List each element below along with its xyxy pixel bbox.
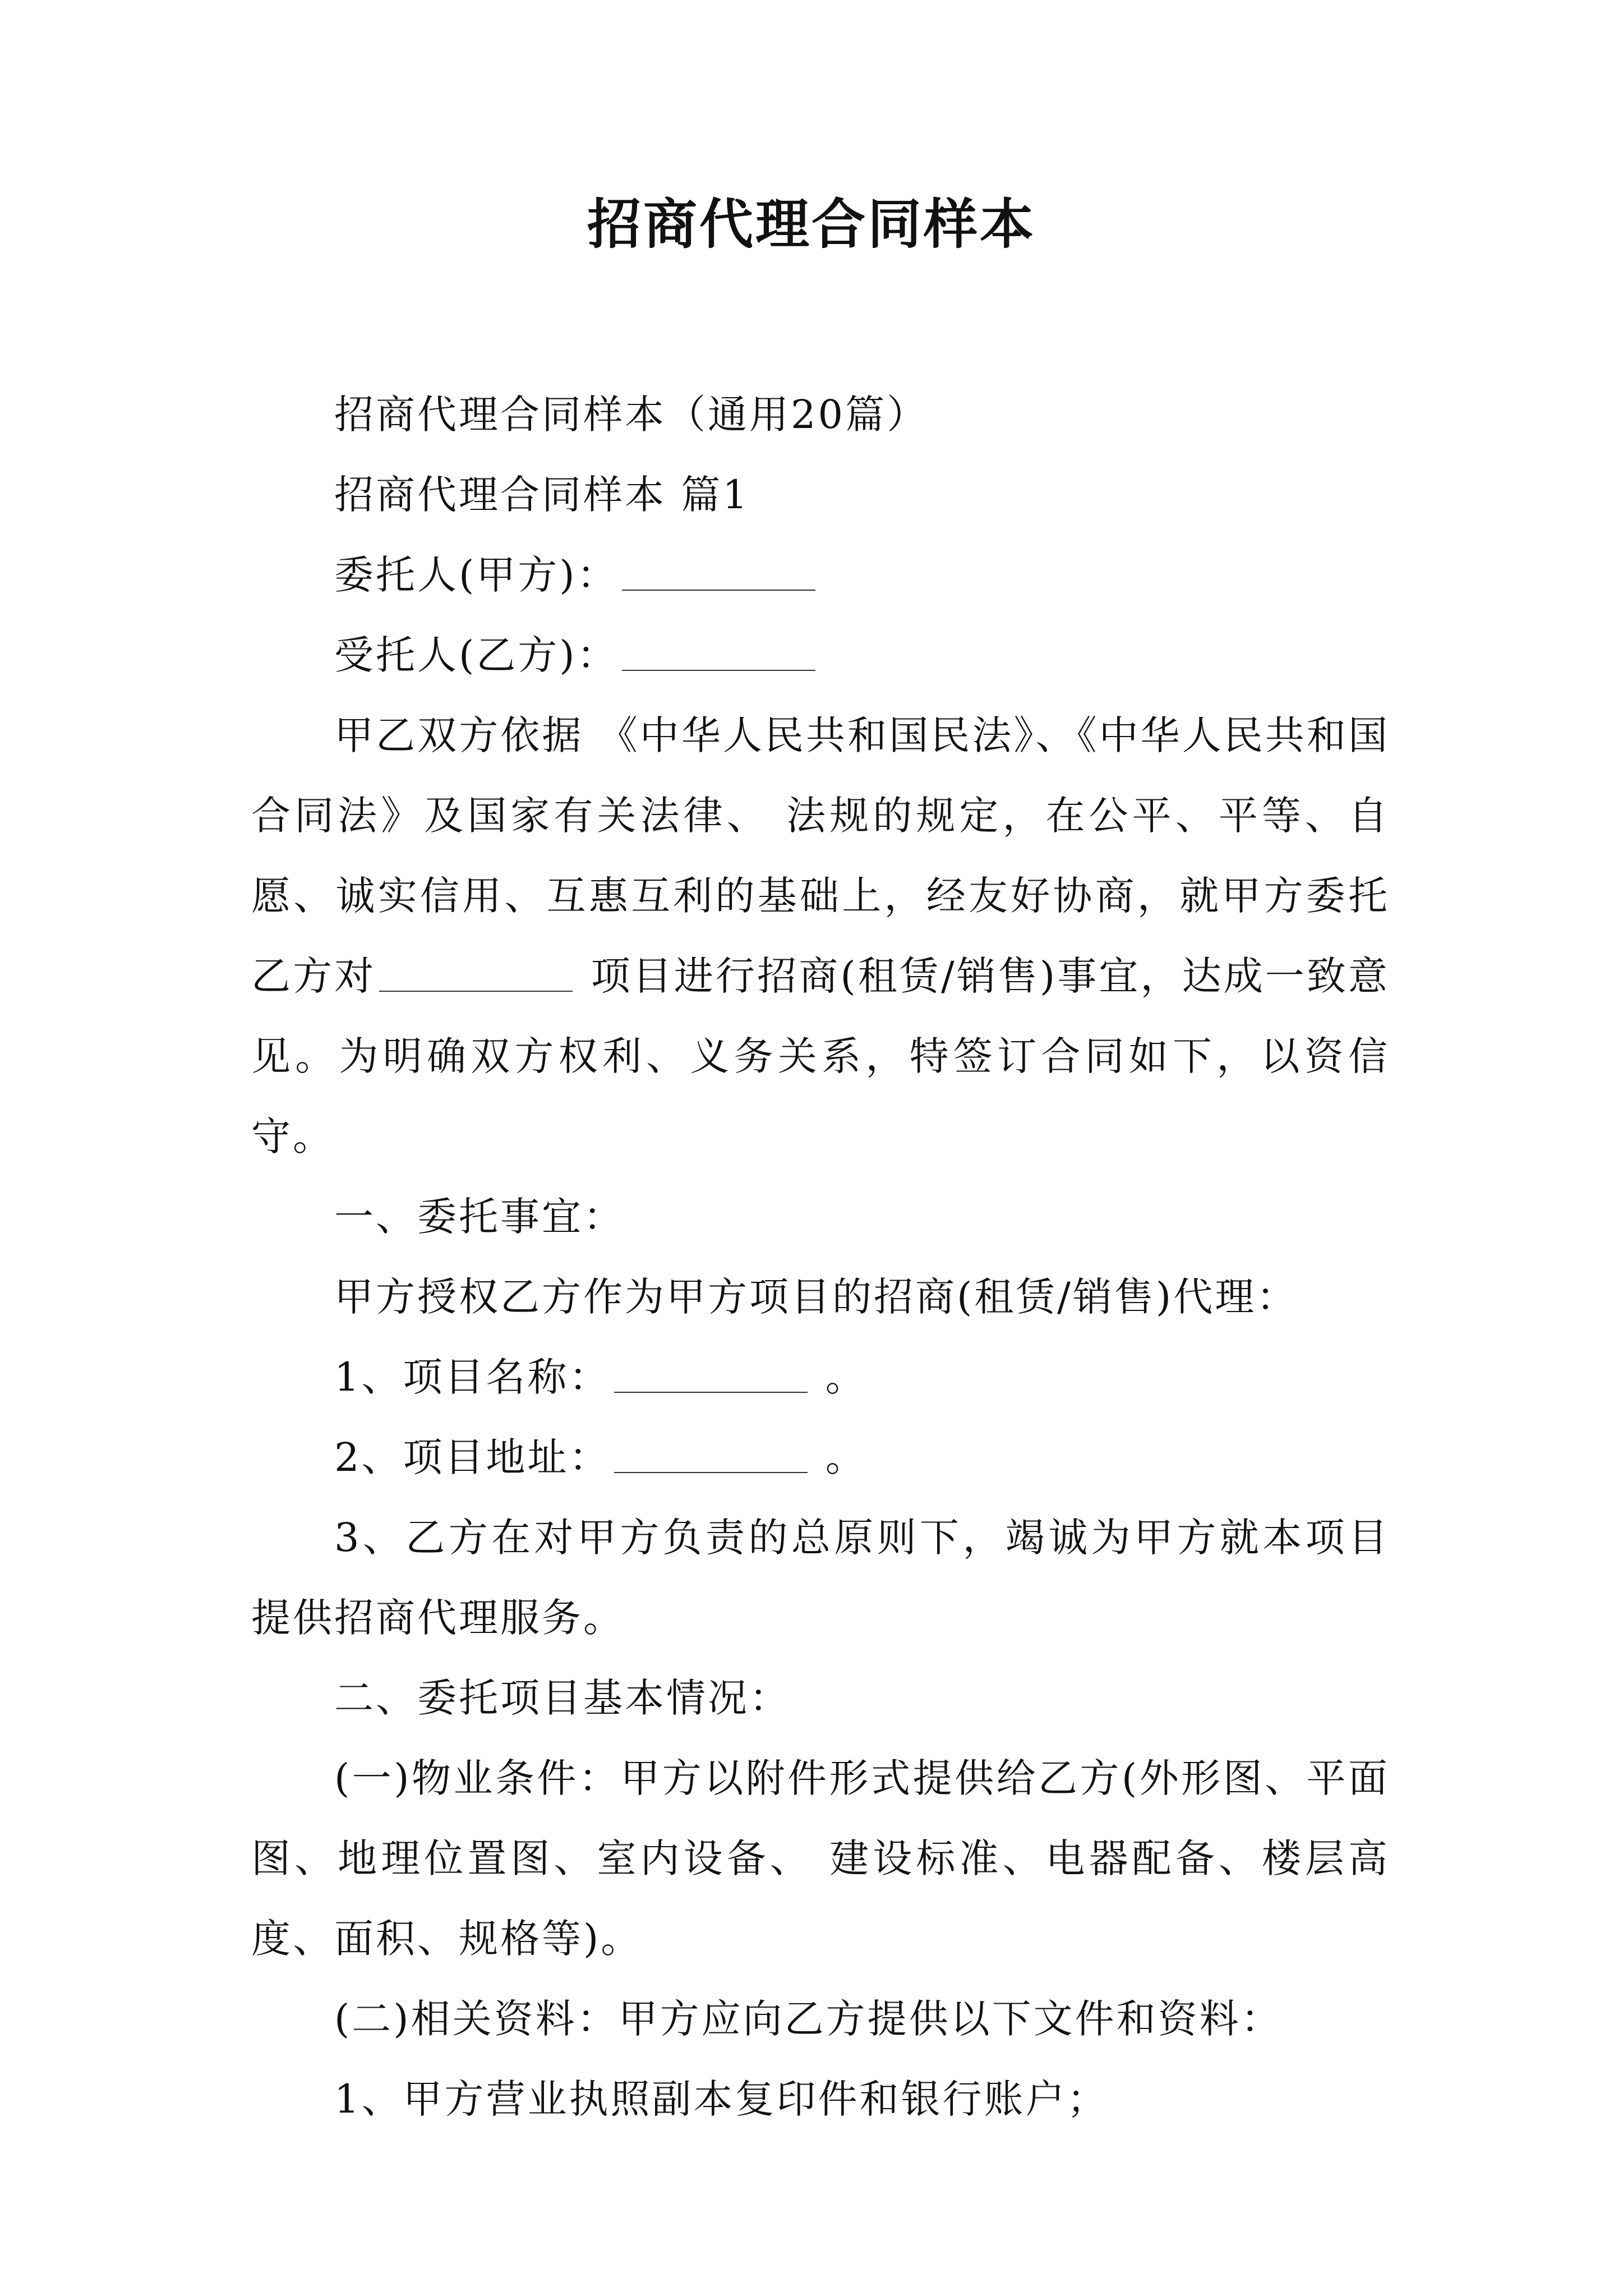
item2-line bbox=[251, 1418, 1390, 1498]
item1-period: 。 bbox=[810, 1354, 867, 1400]
doc-item1: 1、甲方营业执照副本复印件和银行账户； bbox=[334, 2076, 1109, 2122]
document-subtitle: 招商代理合同样本（通用20篇） bbox=[334, 392, 929, 438]
party-a-blank bbox=[622, 550, 815, 591]
document-body bbox=[251, 375, 1390, 2139]
project-address-blank bbox=[614, 1433, 808, 1473]
intro-text-part1: 甲乙双方依据 《中华人民共和国民法》、《中华人民共和国合同法》及国家有关法律、 法规的规定，在公平、平等、自愿、诚实信用、互惠互利的基础上，经友好协商，就甲方委托乙方对 bbox=[251, 712, 1390, 999]
item3-text: 3、乙方在对甲方负责的总原则下，竭诚为甲方就本项目提供招商代理服务。 bbox=[251, 1515, 1390, 1641]
party-a-line bbox=[251, 535, 1390, 615]
intro-paragraph bbox=[251, 696, 1390, 1177]
article2-heading: 二、委托项目基本情况： bbox=[334, 1675, 791, 1721]
property-conditions: (一)物业条件：甲方以附件形式提供给乙方(外形图、平面图、地理位置图、室内设备、 建设标准、电器配备、楼层高度、面积、规格等)。 bbox=[251, 1755, 1390, 1962]
related-docs: (二)相关资料：甲方应向乙方提供以下文件和资料： bbox=[334, 1996, 1283, 2042]
party-b-blank bbox=[622, 631, 815, 671]
item2-label: 2、项目地址： bbox=[334, 1434, 611, 1480]
article1-text: 甲方授权乙方作为甲方项目的招商(租赁/销售)代理： bbox=[334, 1274, 1298, 1320]
item2-period: 。 bbox=[810, 1434, 867, 1480]
party-b-line bbox=[251, 615, 1390, 696]
section-heading: 招商代理合同样本 篇1 bbox=[334, 472, 750, 518]
intro-text-part2: 项目进行招商(租赁/销售)事宜，达成一致意见。为明确双方权利、义务关系，特签订合同如下，以资信守。 bbox=[251, 953, 1390, 1159]
article1-heading: 一、委托事宜： bbox=[334, 1194, 625, 1240]
item1-label: 1、项目名称： bbox=[334, 1354, 611, 1400]
project-name-blank bbox=[614, 1352, 808, 1393]
party-a-label: 委托人(甲方)： bbox=[334, 552, 619, 598]
project-blank bbox=[379, 951, 573, 992]
document-title: 招商代理合同样本 bbox=[587, 192, 1036, 256]
item1-line bbox=[251, 1337, 1390, 1418]
party-b-label: 受托人(乙方)： bbox=[334, 632, 619, 678]
